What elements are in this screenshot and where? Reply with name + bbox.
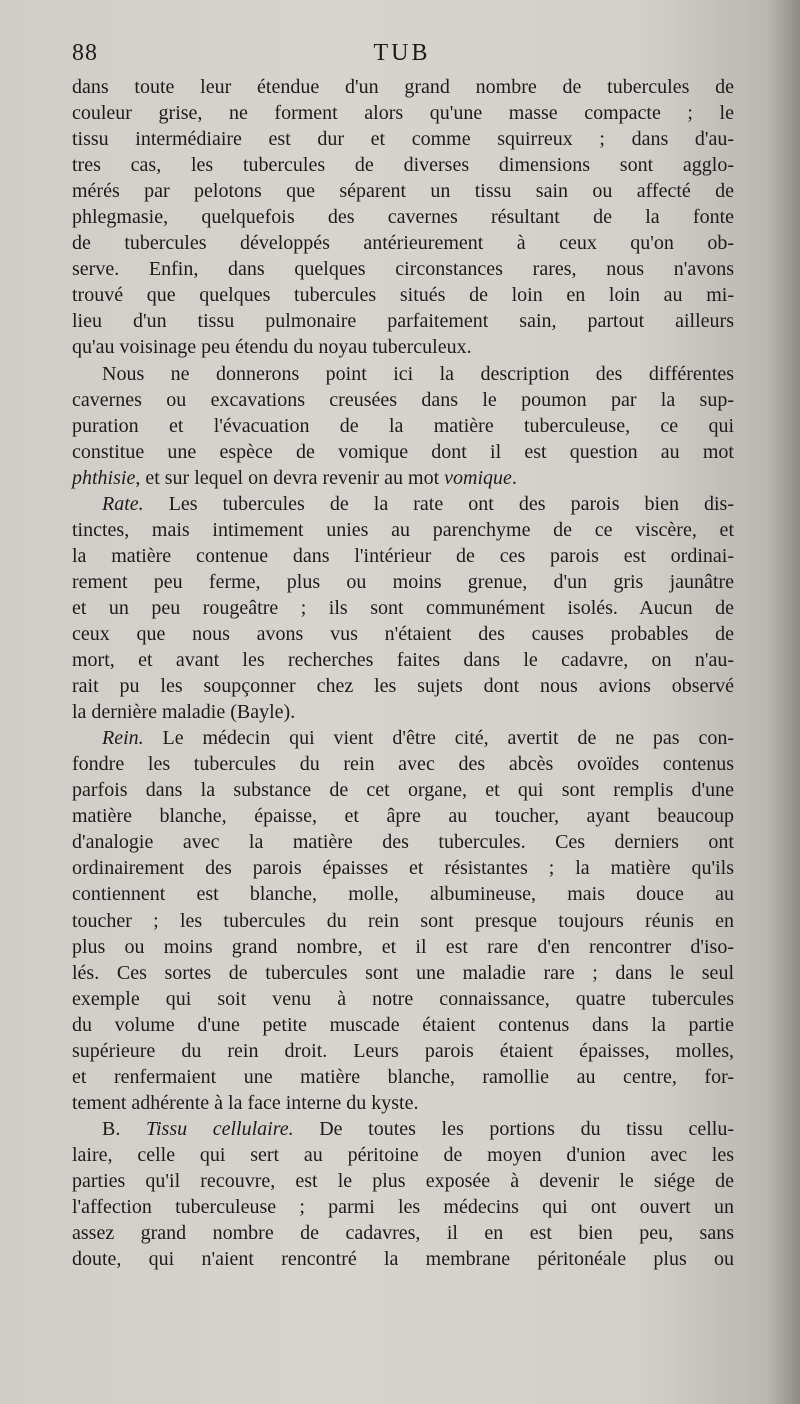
text-line: contiennent est blanche, molle, albumineuse, mais douce au bbox=[72, 883, 734, 906]
text-line: lieu d'un tissu pulmonaire parfaitement sain, partout ailleurs bbox=[72, 310, 734, 333]
text-line: tement adhérente à la face interne du kyste. bbox=[72, 1091, 419, 1114]
text-line: d'analogie avec la matière des tubercules. Ces derniers ont bbox=[72, 831, 734, 854]
text-line: puration et l'évacuation de la matière tuberculeuse, ce qui bbox=[72, 414, 734, 437]
text-line: rement peu ferme, plus ou moins grenue, d'un gris jaunâtre bbox=[72, 570, 734, 593]
text-line: supérieure du rein droit. Leurs parois étaient épaisses, molles, bbox=[72, 1039, 734, 1062]
section-heading: Tissu cellulaire. bbox=[145, 1117, 294, 1140]
text-line: tissu intermédiaire est dur et comme squirreux ; dans d'au- bbox=[72, 128, 734, 151]
text-line: tres cas, les tubercules de diverses dimensions sont agglo- bbox=[72, 154, 734, 177]
text-line: exemple qui soit venu à notre connaissance, quatre tubercules bbox=[72, 987, 734, 1010]
text-line: parties qu'il recouvre, est le plus exposée à devenir le siége de bbox=[72, 1169, 734, 1192]
text-line: constitue une espèce de vomique dont il est question au mot bbox=[72, 440, 734, 463]
text-line: cavernes ou excavations creusées dans le poumon par la sup- bbox=[72, 388, 734, 411]
text-line: la dernière maladie (Bayle). bbox=[72, 701, 296, 724]
text-line: serve. Enfin, dans quelques circonstances rares, nous n'avons bbox=[72, 258, 734, 281]
text-line: l'affection tuberculeuse ; parmi les médecins qui ont ouvert un bbox=[72, 1196, 734, 1219]
text-line: assez grand nombre de cadavres, il en est bien peu, sans bbox=[72, 1222, 734, 1245]
section-heading: Rate. bbox=[102, 492, 144, 515]
italic-term: vomique bbox=[444, 466, 512, 489]
text-line: phlegmasie, quelquefois des cavernes résultant de la fonte bbox=[72, 206, 734, 229]
page-number: 88 bbox=[72, 40, 98, 66]
text-line: toucher ; les tubercules du rein sont presque toujours réunis en bbox=[72, 909, 734, 932]
text-line: du volume d'une petite muscade étaient contenus dans la partie bbox=[72, 1013, 734, 1036]
text-line: Nous ne donnerons point ici la description des différentes bbox=[102, 362, 734, 385]
text-line: et un peu rougeâtre ; ils sont communément isolés. Aucun de bbox=[72, 596, 734, 619]
text-line: lés. Ces sortes de tubercules sont une maladie rare ; dans le seul bbox=[72, 961, 734, 984]
text-line: mérés par pelotons que séparent un tissu sain ou affecté de bbox=[72, 180, 734, 203]
text-line: de tubercules développés antérieurement à ceux qu'on ob- bbox=[72, 232, 734, 255]
text-line: mort, et avant les recherches faites dans le cadavre, on n'au- bbox=[72, 649, 734, 672]
section-heading: Rein. bbox=[102, 727, 144, 750]
text-line: ordinairement des parois épaisses et résistantes ; la matière qu'ils bbox=[72, 857, 734, 880]
text-line: rait pu les soupçonner chez les sujets dont nous avions observé bbox=[72, 675, 734, 698]
text-line: laire, celle qui sert au péritoine de moyen d'union avec les bbox=[72, 1143, 734, 1166]
text-line: B. Tissu cellulaire. De toutes les portions du tissu cellu- bbox=[102, 1117, 735, 1140]
text-line: qu'au voisinage peu étendu du noyau tuberculeux. bbox=[72, 336, 472, 359]
text-line: matière blanche, épaisse, et âpre au toucher, ayant beaucoup bbox=[72, 805, 734, 828]
text-line: Rein. Le médecin qui vient d'être cité, avertit de ne pas con- bbox=[102, 727, 734, 750]
text-line: couleur grise, ne forment alors qu'une masse compacte ; le bbox=[72, 102, 734, 125]
text-line: phthisie, et sur lequel on devra revenir au mot vomique. bbox=[72, 466, 517, 489]
text-line: doute, qui n'aient rencontré la membrane péritonéale plus ou bbox=[72, 1248, 734, 1271]
body-text bbox=[72, 74, 734, 1272]
text-line: dans toute leur étendue d'un grand nombre de tubercules de bbox=[72, 76, 734, 98]
page-header bbox=[72, 40, 732, 70]
text-line: tinctes, mais intimement unies au parenchyme de ce viscère, et bbox=[72, 518, 734, 541]
italic-term: phthisie bbox=[72, 466, 136, 489]
text-line: la matière contenue dans l'intérieur de ces parois est ordinai- bbox=[72, 544, 734, 567]
text-line: trouvé que quelques tubercules situés de loin en loin au mi- bbox=[72, 284, 734, 307]
text-line: et renfermaient une matière blanche, ramollie au centre, for- bbox=[72, 1065, 734, 1088]
text-line: fondre les tubercules du rein avec des abcès ovoïdes contenus bbox=[72, 753, 734, 776]
text-line: parfois dans la substance de cet organe, et qui sont remplis d'une bbox=[72, 779, 734, 802]
text-line: Rate. Les tubercules de la rate ont des parois bien dis- bbox=[102, 492, 734, 515]
text-line: plus ou moins grand nombre, et il est rare d'en rencontrer d'iso- bbox=[72, 935, 734, 958]
text-line: ceux que nous avons vus n'étaient des causes probables de bbox=[72, 622, 734, 645]
running-head: TUB bbox=[373, 40, 431, 66]
